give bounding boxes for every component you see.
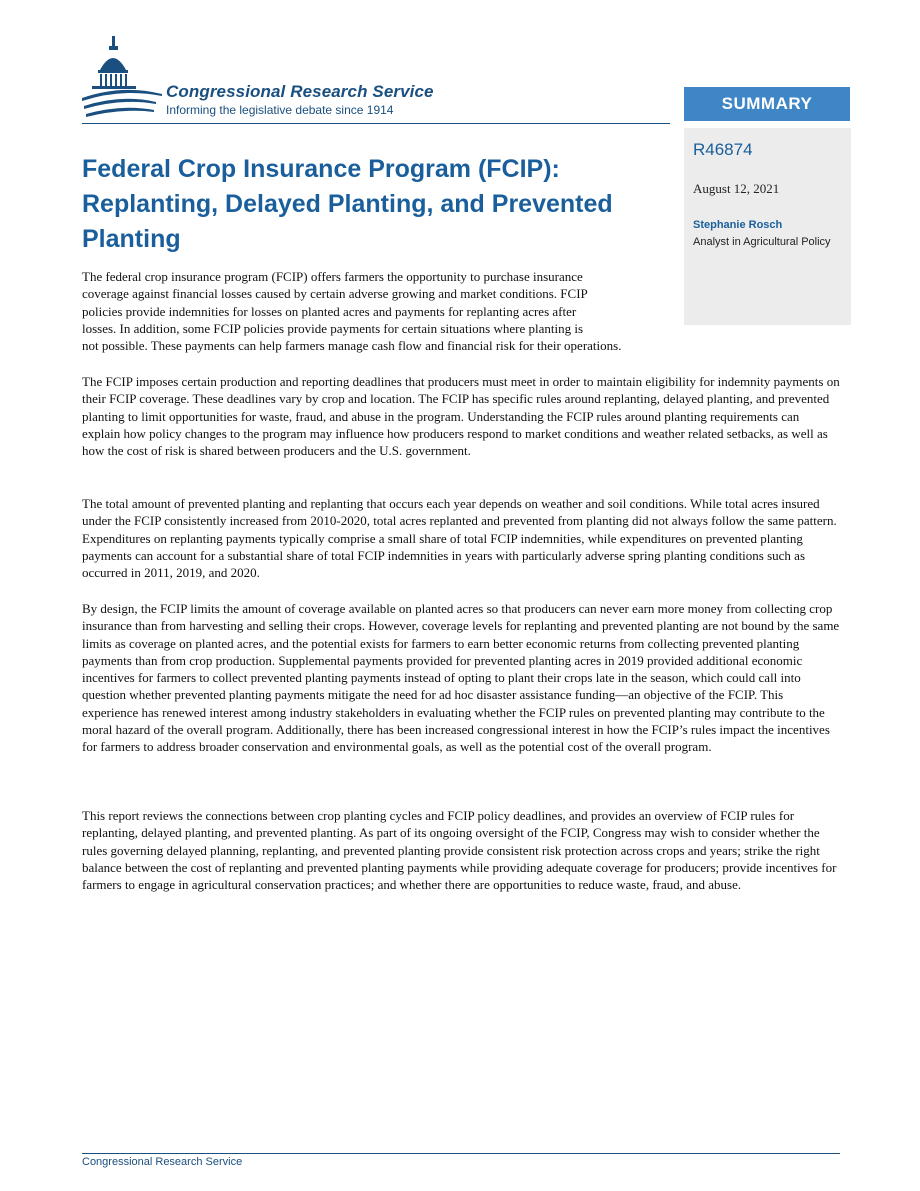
summary-paragraph-1 [82,268,682,354]
paragraph-line: not possible. These payments can help farmers manage cash flow and financial risk for their operations. [82,338,622,354]
paragraph-line: The federal crop insurance program (FCIP) offers farmers the opportunity to purchase insurance [82,269,583,284]
report-title: Federal Crop Insurance Program (FCIP): Replanting, Delayed Planting, and Prevented Planting [82,155,613,253]
report-date: August 12, 2021 [693,181,780,196]
paragraph-line: policies provide indemnities for losses on planted acres and payments for replanting acres after [82,303,577,319]
paragraph-line: coverage against financial losses caused by certain adverse growing and market conditions. FCIP [82,286,588,302]
org-name: Congressional Research Service [166,82,434,101]
footer-divider [82,1153,840,1154]
report-number: R46874 [693,140,753,159]
summary-paragraph-2: The FCIP imposes certain production and reporting deadlines that producers must meet in order to maintain eligibility for indemnity payments on their FCIP coverage. These deadlines vary by crop and location. The FCIP has specific rules around replanting, delayed planting, and prevented planting to limit opportunities for waste, fraud, and abuse in the program. Understanding the FCIP rules around planting requirements can explain how policy changes to the program may influence how producers respond to market conditions and weather related setbacks, as well as how the cost of risk is shared between producers and the U.S. government. [82,374,840,459]
summary-sidebar [684,128,851,325]
capitol-dome-icon [82,36,164,122]
summary-label: SUMMARY [684,87,850,121]
summary-paragraph-4: By design, the FCIP limits the amount of coverage available on planted acres so that producers can never earn more money from collecting crop insurance than from harvesting and selling their crops. However, coverage levels for replanting and prevented planting are not bound by the same limits as coverage on planted acres, and the potential exists for farmers to earn better economic returns from collecting prevented planting payments than from crop production. Supplemental payments provided for prevented planting acres in 2019 provided additional economic incentives for farmers to collect prevented planting payments instead of opting to plant their crops late in the season, which could call into question whether prevented planting payments mitigate the need for ad hoc disaster assistance funding—an objective of the FCIP. This experience has renewed interest among industry stakeholders in evaluating whether the FCIP rules on prevented planting may contribute to the moral hazard of the overall program. Additionally, there has been increased congressional interest in how the FCIP’s rules impact the incentives for farmers to address broader conservation and environmental goals, as well as the potential cost of the overall program. [82,601,840,755]
author-title: Analyst in Agricultural Policy [693,236,831,248]
footer-text: Congressional Research Service [82,1156,243,1168]
author-name: Stephanie Rosch [693,219,783,231]
summary-paragraph-3: The total amount of prevented planting and replanting that occurs each year depends on weather and soil conditions. While total acres insured under the FCIP consistently increased from 2010-2020, total acres replanted and prevented from planting did not always follow the same pattern. Expenditures on replanting payments typically comprise a small share of total FCIP indemnities, while expenditures on prevented planting payments can account for a substantial share of total FCIP indemnities in years with particularly adverse spring planting conditions such as occurred in 2011, 2019, and 2020. [82,496,837,581]
org-tagline: Informing the legislative debate since 1914 [166,103,394,117]
header-divider [82,123,670,124]
paragraph-line: losses. In addition, some FCIP policies provide payments for certain situations where planting is [82,320,584,336]
summary-paragraph-5: This report reviews the connections between crop planting cycles and FCIP policy deadlines, and provides an overview of FCIP rules for replanting, delayed planting, and prevented planting. As part of its ongoing oversight of the FCIP, Congress may wish to consider whether the rules governing delayed planning, replanting, and prevented planting provide consistent risk protection across crops and years; strike the right balance between the cost of replanting and prevented planting payments while providing adequate coverage for producers; provide incentives for farmers to engage in agricultural conservation practices; and whether there are opportunities to reduce waste, fraud, and abuse. [82,808,837,893]
